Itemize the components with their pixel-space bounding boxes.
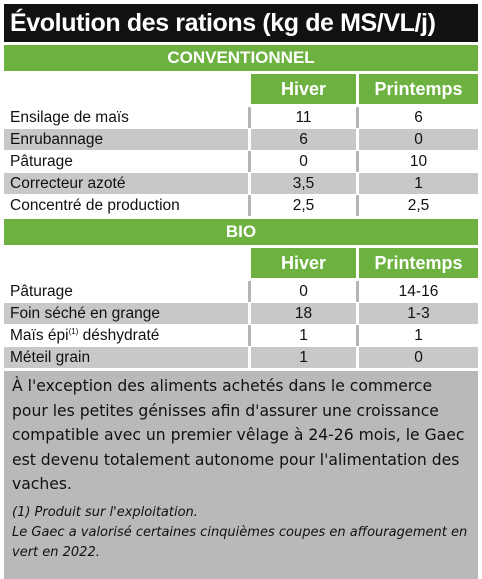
section-header-bio: BIO [4, 219, 478, 245]
value-printemps: 1 [359, 325, 478, 346]
table-row [4, 107, 478, 128]
value-printemps: 14-16 [359, 281, 478, 302]
value-hiver: 18 [251, 303, 356, 324]
note-body: À l'exception des aliments achetés dans le commerce pour les petites génisses afin d'assurer une croissance compatible avec un premier vêlage à 24-26 mois, le Gaec est devenu totalement autonome pour l'alimentation des vaches. [12, 377, 465, 493]
value-printemps: 1 [359, 173, 478, 194]
row-label: Concentré de production [4, 195, 248, 216]
column-headers-conventionnel [4, 74, 478, 104]
table-row [4, 151, 478, 172]
value-hiver: 1 [251, 325, 356, 346]
row-label [4, 325, 248, 346]
value-hiver: 6 [251, 129, 356, 150]
column-header-printemps: Printemps [359, 248, 478, 278]
value-hiver: 3,5 [251, 173, 356, 194]
table-row [4, 325, 478, 346]
value-hiver: 11 [251, 107, 356, 128]
value-hiver: 2,5 [251, 195, 356, 216]
value-printemps: 0 [359, 129, 478, 150]
table-row [4, 281, 478, 302]
section-header-conventionnel: CONVENTIONNEL [4, 45, 478, 71]
row-label-text: Maïs épi [10, 327, 69, 344]
rows-bio [4, 281, 478, 368]
footnote-2: Le Gaec a valorisé certaines cinquièmes coupes en affouragement en vert en 2022. [12, 524, 468, 560]
value-printemps: 1-3 [359, 303, 478, 324]
column-headers-bio [4, 248, 478, 278]
value-printemps: 0 [359, 347, 478, 368]
column-header-hiver: Hiver [251, 74, 356, 104]
value-printemps: 10 [359, 151, 478, 172]
row-label: Pâturage [4, 151, 248, 172]
row-label: Méteil grain [4, 347, 248, 368]
row-label: Pâturage [4, 281, 248, 302]
ration-table-card [4, 4, 478, 572]
table-row [4, 195, 478, 216]
row-label: Enrubannage [4, 129, 248, 150]
value-hiver: 0 [251, 281, 356, 302]
row-label: Correcteur azoté [4, 173, 248, 194]
table-row [4, 173, 478, 194]
value-printemps: 2,5 [359, 195, 478, 216]
table-row [4, 303, 478, 324]
footnote-marker: (1) [68, 327, 79, 336]
value-hiver: 0 [251, 151, 356, 172]
table-row [4, 129, 478, 150]
value-printemps: 6 [359, 107, 478, 128]
value-hiver: 1 [251, 347, 356, 368]
row-label: Foin séché en grange [4, 303, 248, 324]
table-title: Évolution des rations (kg de MS/VL/j) [4, 4, 478, 42]
note-box [4, 371, 478, 579]
row-label-text: déshydraté [78, 327, 160, 344]
rows-conventionnel [4, 107, 478, 216]
row-label: Ensilage de maïs [4, 107, 248, 128]
footnote-1: (1) Produit sur l'exploitation. [12, 504, 198, 520]
table-row [4, 347, 478, 368]
column-header-hiver: Hiver [251, 248, 356, 278]
column-header-printemps: Printemps [359, 74, 478, 104]
